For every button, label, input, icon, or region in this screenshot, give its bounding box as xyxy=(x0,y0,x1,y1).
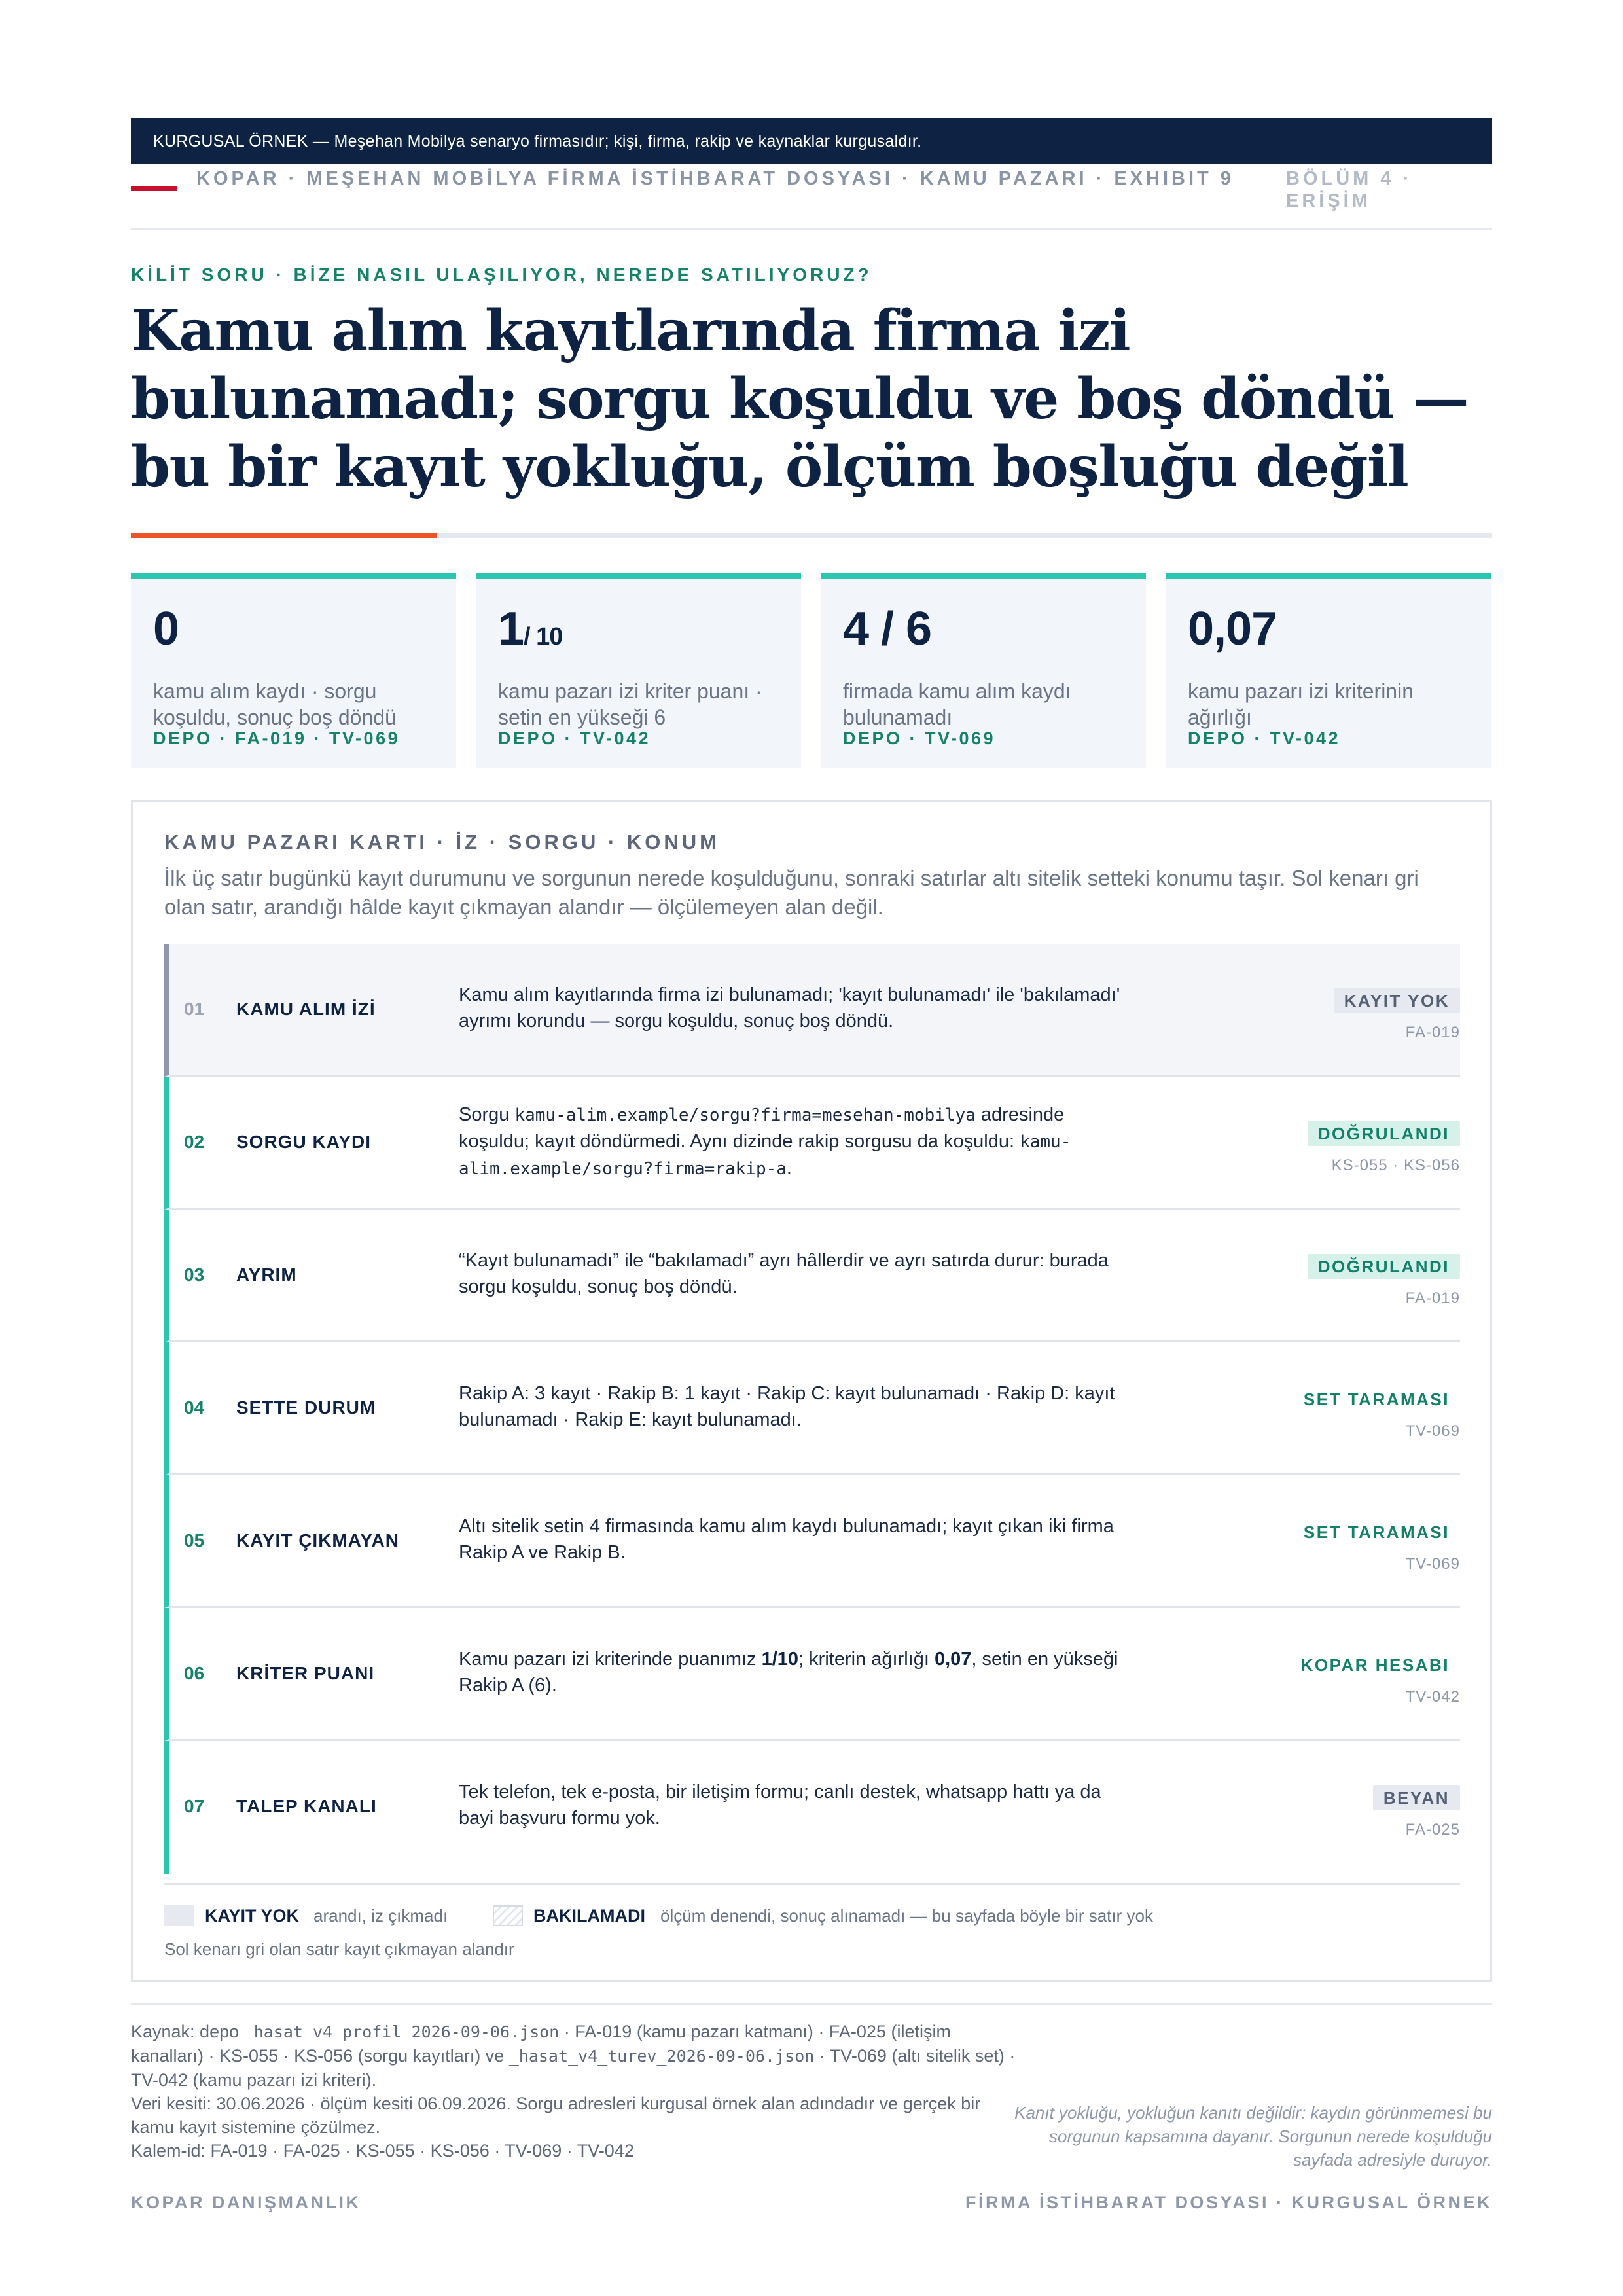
public-market-card xyxy=(131,800,1492,1982)
row-text: Rakip A: 3 kayıt · Rakip B: 1 kayıt · Rakip C: kayıt bulunamadı · Rakip D: kayıt bulunamadı · Rakip E: kayıt bulunamadı. xyxy=(459,1383,1115,1430)
headline-rule-accent xyxy=(131,533,437,538)
row-source-id: FA-025 xyxy=(1405,1821,1460,1839)
kpi-value: 4 / 6 xyxy=(843,603,932,655)
row-source-id: TV-069 xyxy=(1405,1555,1460,1573)
legend-description: arandı, iz çıkmadı xyxy=(313,1906,448,1926)
key-question: KİLİT SORU · BİZE NASIL ULAŞILIYOR, NEREDE SATILIYORUZ? xyxy=(131,264,872,285)
row-label: KAMU ALIM İZİ xyxy=(236,999,376,1019)
row-number: 03 xyxy=(184,1265,205,1285)
footer-evidence-note: Kanıt yokluğu, yokluğun kanıtı değildir: kaydın görünmemesi bu sorgunun kapsamına dayanır. Sorgunun nerede koşulduğu sayfada adresiyle duruyor. xyxy=(1014,2103,1492,2170)
query-url: kamu-alim.example/sorgu?firma=mesehan-mobilya xyxy=(514,1105,976,1125)
row-number: 05 xyxy=(184,1530,205,1551)
table-row xyxy=(164,1342,1460,1475)
kpi-label: kamu alım kaydı · sorgu koşuldu, sonuç boş döndü xyxy=(153,679,397,729)
running-header xyxy=(131,165,1492,230)
row-number: 04 xyxy=(184,1397,205,1418)
query-url: kamu-alim.example/sorgu?firma=rakip-a xyxy=(459,1132,1071,1179)
row-text: “Kayıt bulunamadı” ile “bakılamadı” ayrı hâllerdir ve ayrı satırda durur: burada sorgu koşuldu, sonuç boş döndü. xyxy=(459,1250,1109,1297)
legend-description: ölçüm denendi, sonuç alınamadı — bu sayfada böyle bir satır yok xyxy=(660,1906,1153,1926)
row-label: SETTE DURUM xyxy=(236,1397,376,1418)
footer-document-type: FİRMA İSTİHBARAT DOSYASI · KURGUSAL ÖRNEK xyxy=(965,2193,1492,2212)
legend-label: BAKILAMADI xyxy=(533,1906,645,1926)
running-header-section: BÖLÜM 4 · ERİŞİM xyxy=(1286,168,1413,211)
footer-brand: KOPAR DANIŞMANLIK xyxy=(131,2193,361,2212)
legend-note: Sol kenarı gri olan satır kayıt çıkmayan alandır xyxy=(164,1939,514,1959)
status-badge: SET TARAMASI xyxy=(1303,1522,1450,1542)
data-cut-line: Veri kesiti: 30.06.2026 · ölçüm kesiti 06.09.2026. Sorgu adresleri kurgusal örnek alan adındadır ve gerçek bir kamu kayıt sistemine çözülmez. xyxy=(131,2094,981,2137)
kpi-value: 0 xyxy=(153,603,179,655)
table-row xyxy=(164,1077,1460,1210)
status-badge: DOĞRULANDI xyxy=(1308,1254,1460,1279)
table-row xyxy=(164,944,1460,1077)
kpi-label: kamu pazarı izi kriterinin ağırlığı xyxy=(1188,679,1414,729)
row-text: Altı sitelik setin 4 firmasında kamu alım kaydı bulunamadı; kayıt çıkan iki firma Rakip A ve Rakip B. xyxy=(459,1516,1114,1563)
card-description: İlk üç satır bugünkü kayıt durumunu ve sorgunun nerede koşulduğunu, sonraki satırlar altı sitelik setteki konumu taşır. Sol kenarı gri olan satır, arandığı hâlde kayıt çıkmayan alandır — ölçülemeyen alan değil. xyxy=(164,866,1419,919)
row-label: TALEP KANALI xyxy=(236,1796,377,1816)
kpi-value: 1/ 10 xyxy=(498,603,563,655)
kpi-source: DEPO · TV-069 xyxy=(843,728,996,748)
page-headline: Kamu alım kayıtlarında firma izi bulunamadı; sorgu koşuldu ve boş döndü — bu bir kayıt yokluğu, ölçüm boşluğu değil xyxy=(131,298,1469,500)
running-header-title: KOPAR · MEŞEHAN MOBİLYA FİRMA İSTİHBARAT DOSYASI · KAMU PAZARI · EXHIBIT 9 xyxy=(196,168,1234,189)
legend-swatch-no-record xyxy=(164,1905,194,1926)
row-source-id: FA-019 xyxy=(1405,1024,1460,1041)
kpi-value: 0,07 xyxy=(1188,603,1277,655)
row-number: 02 xyxy=(184,1132,205,1152)
table-row xyxy=(164,1741,1460,1874)
row-number: 01 xyxy=(184,999,205,1019)
status-badge: KAYIT YOK xyxy=(1334,988,1460,1013)
table-row xyxy=(164,1475,1460,1608)
row-text: Tek telefon, tek e-posta, bir iletişim formu; canlı destek, whatsapp hattı ya da bayi başvuru formu yok. xyxy=(459,1782,1101,1829)
legend-label: KAYIT YOK xyxy=(205,1906,300,1926)
status-badge: SET TARAMASI xyxy=(1303,1390,1450,1409)
fictional-example-banner: KURGUSAL ÖRNEK — Meşehan Mobilya senaryo firmasıdır; kişi, firma, rakip ve kaynaklar kurgusaldır. xyxy=(131,118,1492,164)
legend-swatch-unmeasured xyxy=(493,1905,523,1926)
table-row xyxy=(164,1608,1460,1741)
legend-divider xyxy=(164,1883,1460,1885)
source-file: _hasat_v4_turev_2026-09-06.json xyxy=(508,2047,815,2066)
row-text: Kamu pazarı izi kriterinde puanımız 1/10; kriterin ağırlığı 0,07, setin en yükseği Rakip A (6). xyxy=(459,1649,1118,1696)
kpi-card-firms-without-record xyxy=(821,573,1146,768)
footer-sources xyxy=(131,2020,1027,2162)
row-label: SORGU KAYDI xyxy=(236,1132,372,1152)
kpi-card-criterion-score xyxy=(476,573,801,768)
row-source-id: TV-069 xyxy=(1405,1422,1460,1440)
kpi-source: DEPO · FA-019 · TV-069 xyxy=(153,728,401,748)
row-label: KRİTER PUANI xyxy=(236,1663,375,1683)
row-label: KAYIT ÇIKMAYAN xyxy=(236,1530,399,1551)
row-source-id: TV-042 xyxy=(1405,1688,1460,1706)
kpi-source: DEPO · TV-042 xyxy=(498,728,651,748)
kpi-label: kamu pazarı izi kriter puanı · setin en yükseği 6 xyxy=(498,679,762,729)
status-badge: DOĞRULANDI xyxy=(1308,1121,1460,1146)
row-label: AYRIM xyxy=(236,1265,297,1285)
kpi-label: firmada kamu alım kaydı bulunamadı xyxy=(843,679,1071,729)
row-text: Sorgu kamu-alim.example/sorgu?firma=mesehan-mobilya adresinde koşuldu; kayıt döndürmedi. Aynı dizinde rakip sorgusu da koşuldu: kamu-alim.example/sorgu?firma=rakip-a. xyxy=(459,1104,1071,1179)
status-badge: KOPAR HESABI xyxy=(1300,1655,1450,1675)
row-number: 07 xyxy=(184,1796,205,1816)
source-line: Kaynak: depo _hasat_v4_profil_2026-09-06.json · FA-019 (kamu pazarı katmanı) · FA-025 (iletişim kanalları) · KS-055 · KS-056 (sorgu kayıtları) ve _hasat_v4_turev_2026-09-06.json · TV-069 (altı sitelik set) · TV-042 (kamu pazarı izi kriteri). xyxy=(131,2022,1016,2090)
source-file: _hasat_v4_profil_2026-09-06.json xyxy=(243,2022,560,2041)
row-text: Kamu alım kayıtlarında firma izi bulunamadı; 'kayıt bulunamadı' ile 'bakılamadı' ayrımı korundu — sorgu koşuldu, sonuç boş döndü. xyxy=(459,984,1120,1031)
row-source-id: KS-055 · KS-056 xyxy=(1331,1157,1460,1174)
row-number: 06 xyxy=(184,1663,205,1683)
row-source-id: FA-019 xyxy=(1405,1289,1460,1307)
kpi-card-criterion-weight xyxy=(1166,573,1491,768)
footer-divider xyxy=(131,2003,1492,2005)
card-title: KAMU PAZARI KARTI · İZ · SORGU · KONUM xyxy=(164,831,720,853)
kpi-source: DEPO · TV-042 xyxy=(1188,728,1341,748)
kpi-card-public-records xyxy=(131,573,456,768)
table-row xyxy=(164,1210,1460,1342)
red-accent-mark xyxy=(131,186,177,191)
status-badge: BEYAN xyxy=(1373,1785,1460,1810)
claim-ids-line: Kalem-id: FA-019 · FA-025 · KS-055 · KS-056 · TV-069 · TV-042 xyxy=(131,2141,634,2161)
